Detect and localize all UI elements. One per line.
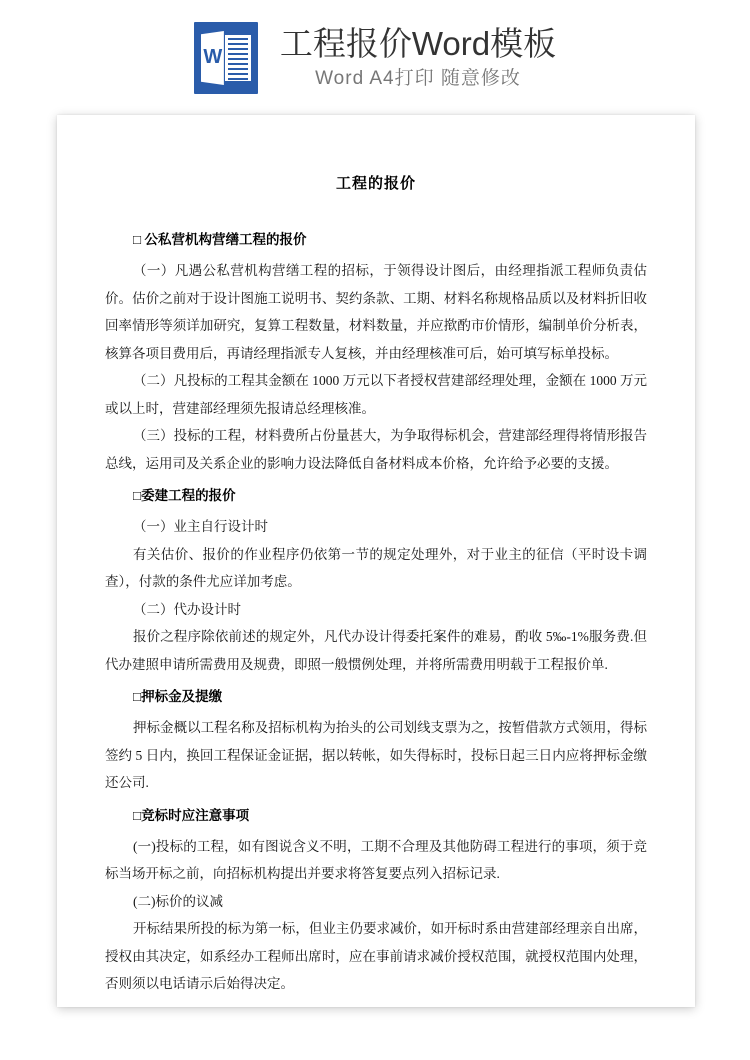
banner-subtitle: Word A4打印 随意修改: [315, 68, 521, 89]
page-banner: [0, 0, 750, 112]
banner-content: [194, 22, 556, 94]
paragraph: 押标金概以工程名称及招标机构为抬头的公司划线支票为之，按暂借款方式领用，得标签约 5 日内，换回工程保证金证据，据以转帐，如失得标时，投标日起三日内应将押标金缴还公司.: [105, 720, 647, 790]
section-heading-4: □竞标时应注意事项: [133, 807, 250, 823]
banner-title: 工程报价Word模板: [279, 25, 557, 62]
word-icon-page-right: [225, 35, 251, 81]
document-title: 工程的报价: [335, 176, 416, 192]
paragraph: （一）凡遇公私营机构营缮工程的招标，于领得设计图后，由经理指派工程师负责估价。估价之前对于设计图施工说明书、契约条款、工期、材料名称规格品质以及材料折旧收回率情形等须详加研究，复算工程数量，材料数量，并应揿酌市价情形，编制单价分析表，核算各项目费用后，再请经理指派专人复核，并由经理核准可后，始可填写标单投标。: [105, 263, 647, 361]
paragraph: 报价之程序除依前述的规定外，凡代办设计得委托案件的难易，酌收 5‰-1%服务费.但代办建照申请所需费用及规费，即照一般惯例处理，并将所需费用明载于工程报价单.: [105, 629, 647, 672]
word-document-icon: [194, 22, 258, 94]
section-heading-1: □ 公私营机构营缮工程的报价: [133, 232, 307, 247]
document-page-wrapper: [57, 115, 695, 1007]
paragraph: (一)投标的工程，如有图说含义不明，工期不合理及其他防碍工程进行的事项，须于竞标当场开标之前，向招标机构提出并要求将答复要点列入招标记录.: [105, 838, 647, 881]
section-heading-3: □押标金及提缴: [133, 689, 223, 704]
paragraph: 有关估价、报价的作业程序仍依第一节的规定处理外，对于业主的征信（平时设卡调查），付款的条件尤应详加考虑。: [105, 546, 647, 589]
paragraph: （一）业主自行设计时: [133, 519, 268, 534]
paragraph: （二）代办设计时: [133, 601, 241, 617]
word-icon-letter: W: [203, 46, 223, 68]
banner-text-block: [280, 23, 556, 93]
paragraph: 开标结果所投的标为第一标，但业主仍要求减价，如开标时系由营建部经理亲自出席，授权由其决定，如系经办工程师出席时，应在事前请求减价授权范围，就授权范围内处理，否则须以电话请示后始得决定。: [105, 921, 647, 991]
paragraph: （三）投标的工程，材料费所占份量甚大，为争取得标机会，营建部经理得将情形报告总线，运用司及关系企业的影响力设法降低自备材料成本价格，允许给予必要的支援。: [105, 428, 647, 471]
paragraph: （二）凡投标的工程其金额在 1000 万元以下者授权营建部经理处理，金额在 1000 万元或以上时，营建部经理须先报请总经理核准。: [105, 373, 647, 416]
document-page: [57, 115, 695, 1007]
paragraph: (二)标价的议减: [133, 893, 223, 909]
section-heading-2: □委建工程的报价: [133, 488, 236, 503]
